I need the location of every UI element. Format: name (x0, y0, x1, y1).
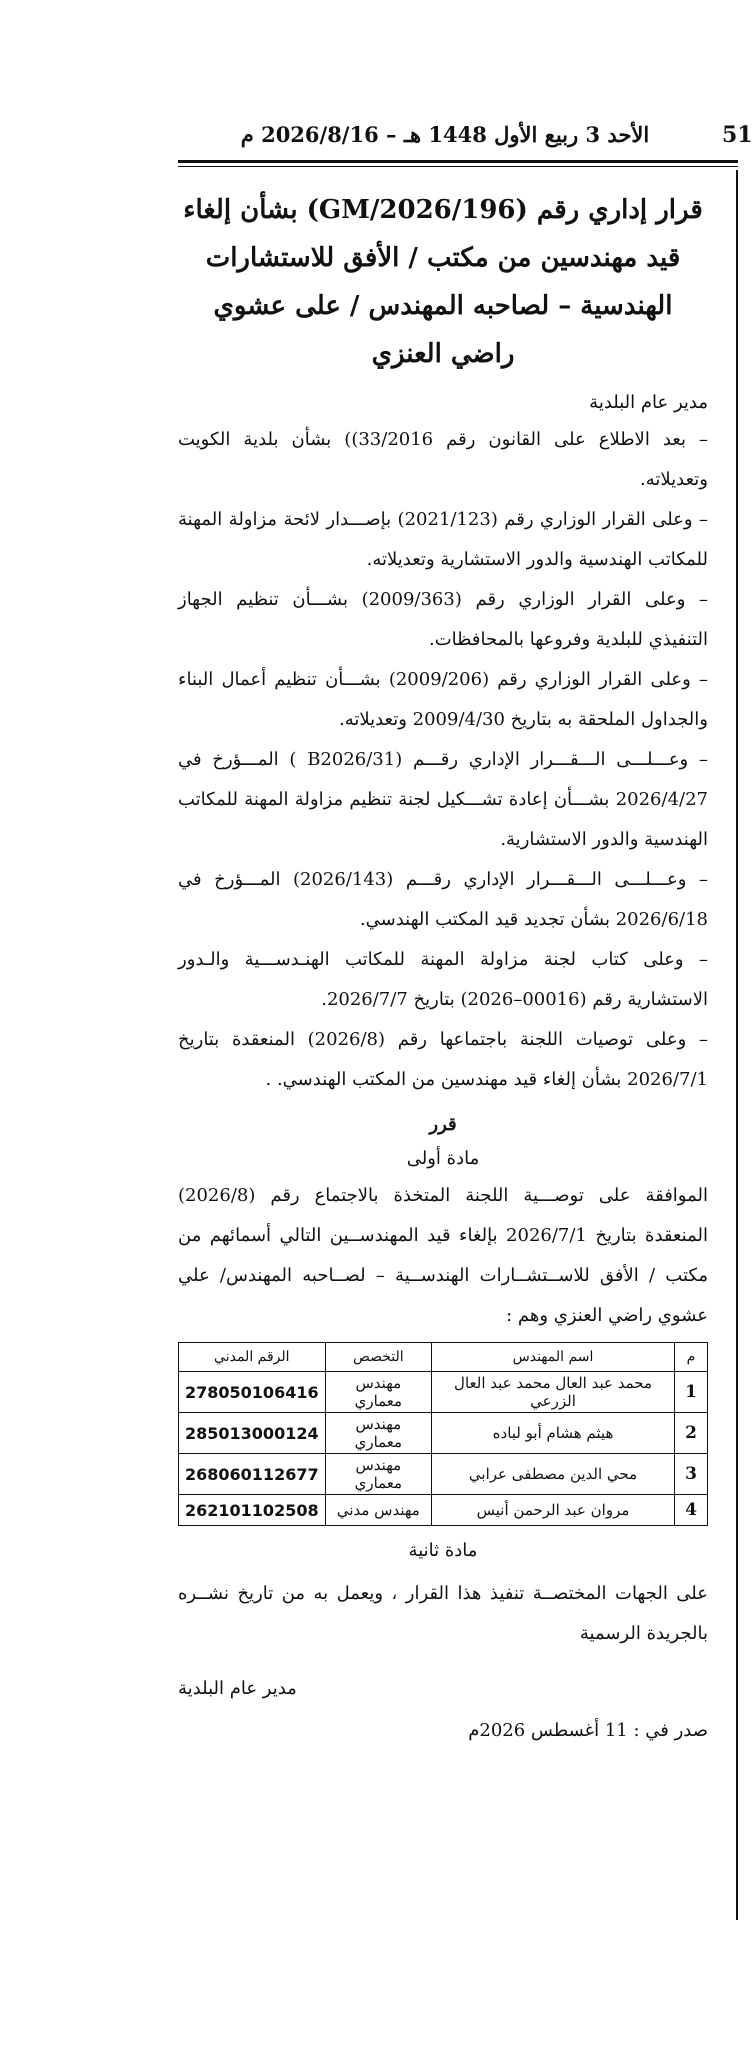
recital: – وعلى القرار الوزاري رقم (2009/363) بشـــأن تنظيم الجهاز التنفيذي للبلدية وفروعها بالمحافظات. (178, 589, 708, 650)
row-index: 4 (675, 1495, 708, 1526)
engineer-specialty: مهندس معماري (325, 1454, 431, 1495)
table-row (179, 1372, 708, 1413)
table-header-row (179, 1343, 708, 1372)
decision-document (178, 180, 708, 1748)
civil-id: 278050106416 (179, 1372, 326, 1413)
header-rule-thin (178, 166, 738, 167)
recital: – وعـــلـــى الـــقـــرار الإداري رقـــم (2026/143) المـــؤرخ في 2026/6/18 بشأن تجديد قيد المكتب الهندسي. (178, 869, 709, 930)
civil-id: 262101102508 (179, 1495, 326, 1526)
header-date: الأحد 3 ربيع الأول 1448 هـ – 2026/8/16 م (240, 122, 650, 147)
recital: – وعلى القرار الوزاري رقم (2021/123) بإصـــدار لائحة مزاولة المهنة للمكاتب الهندسية والدور الاستشارية وتعديلاته. (178, 509, 708, 570)
recital: – بعد الاطلاع على القانون رقم 33/2016)) بشأن بلدية الكويت وتعديلاته. (178, 429, 708, 490)
engineer-name: مروان عبد الرحمن أنيس (432, 1495, 675, 1526)
article1-heading: مادة أولى (406, 1148, 480, 1169)
signature: مدير عام البلدية (178, 1678, 297, 1699)
engineers-table (178, 1342, 708, 1526)
table-row (179, 1495, 708, 1526)
recital: – وعلى كتاب لجنة مزاولة المهنة للمكاتب الهنـدســـية والـدور الاستشارية رقم (00016–2026) بتاريخ 2026/7/7. (178, 949, 708, 1010)
article2-heading: مادة ثانية (408, 1540, 478, 1561)
recital: – وعلى القرار الوزاري رقم (2009/206) بشـــأن تنظيم أعمال البناء والجداول الملحقة به بتاريخ 2009/4/30 وتعديلاته. (178, 669, 708, 730)
row-index: 3 (675, 1454, 708, 1495)
recital: – وعـــلـــى الـــقـــرار الإداري رقـــم (B2026/31 ) المـــؤرخ في 2026/4/27 بشـــأن إعادة تشـــكيل لجنة تنظيم مزاولة المهنة للمكاتب الهندسية والدور الاستشارية. (178, 749, 708, 850)
table-row (179, 1413, 708, 1454)
engineer-specialty: مهندس مدني (325, 1495, 431, 1526)
decided-label: قرر (429, 1114, 457, 1135)
civil-id: 285013000124 (179, 1413, 326, 1454)
engineer-name: محمد عبد العال محمد عبد العال الزرعي (432, 1372, 675, 1413)
issued-date: صدر في : 11 أغسطس 2026م (468, 1720, 708, 1741)
table-row (179, 1454, 708, 1495)
header-rule (178, 160, 738, 163)
col-header-index: م (675, 1343, 708, 1372)
issuer-label: مدير عام البلدية (589, 392, 708, 413)
engineer-name: محي الدين مصطفى عرابي (432, 1454, 675, 1495)
recital: – وعلى توصيات اللجنة باجتماعها رقم (2026/8) المنعقدة بتاريخ 2026/7/1 بشأن إلغاء قيد مهندسين من المكتب الهندسي. . (178, 1029, 708, 1090)
col-header-name: اسم المهندس (432, 1343, 675, 1372)
engineer-name: هيثم هشام أبو لباده (432, 1413, 675, 1454)
article1-text: الموافقة على توصـــية اللجنة المتخذة بالاجتماع رقم (2026/8) المنعقدة بتاريخ 2026/7/1 بإلغاء قيد المهندســين التالي أسمائهم من مكتب / الأفق للاســتشــارات الهندســية – لصــاحبه المهندس/ علي عشوي راضي العنزي وهم : (178, 1185, 709, 1326)
engineer-specialty: مهندس معماري (325, 1372, 431, 1413)
row-index: 1 (675, 1372, 708, 1413)
row-index: 2 (675, 1413, 708, 1454)
col-header-civil-id: الرقم المدني (179, 1343, 326, 1372)
col-header-specialty: التخصص (325, 1343, 431, 1372)
column-divider (736, 170, 738, 1920)
article2-text: على الجهات المختصــة تنفيذ هذا القرار ، ويعمل به من تاريخ نشــره بالجريدة الرسمية (178, 1583, 708, 1644)
engineer-specialty: مهندس معماري (325, 1413, 431, 1454)
recitals (178, 420, 708, 1100)
decision-title: قرار إداري رقم (GM/2026/196) بشأن إلغاء قيد مهندسين من مكتب / الأفق للاستشارات الهندسية – لصاحبه المهندس / على عشوي راضي العنزي (183, 195, 703, 369)
page-number: 51 (722, 122, 753, 148)
civil-id: 268060112677 (179, 1454, 326, 1495)
